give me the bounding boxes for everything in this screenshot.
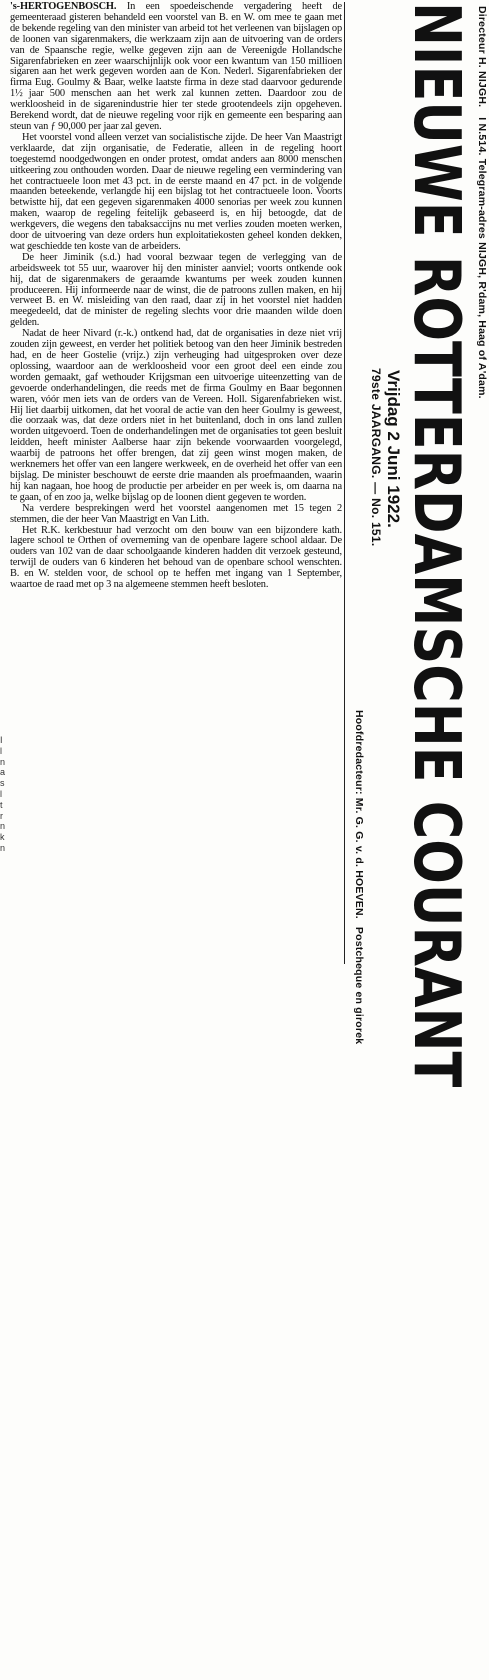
date-line: Vrijdag 2 Juni 1922. (384, 370, 403, 528)
masthead-rotated (346, 0, 489, 1088)
postcheque-text: Postcheque en girorek (353, 926, 365, 1045)
fragment-char: n (0, 821, 6, 832)
article-paragraph-1 (10, 2, 342, 133)
fragment-char: k (0, 832, 5, 843)
fragment-char: l (0, 788, 2, 799)
director-line (476, 6, 488, 976)
article-paragraph-5: Na verdere besprekingen werd het voorstel aangenomen met 15 tegen 2 stemmen, die der heer Van Maastrigt en Van Lith. (10, 502, 342, 525)
fragment-char: r (0, 810, 3, 821)
fragment-char: t (0, 799, 3, 810)
director-text: Directeur H. NIJGH. (476, 6, 488, 108)
fragment-char: s (0, 778, 5, 789)
dateline: 's-HERTOGENBOSCH. (10, 2, 117, 12)
fragment-char: n (0, 842, 6, 853)
article-paragraph-6: Het R.K. kerkbestuur had verzocht om den bouw van een bijzondere kath. lagere school te Orthen of overneming van de openbare lagere school aldaar. De ouders van 102 van de daar schoolgaande kinderen hadden dit verzoek gesteund, terwijl de ouders van 6 kinderen het behoud van de openbare school wenschten. B. en W. stelden voor, de school op te heffen met ingang van 1 September, waartoe de raad met op 3 na algemeene stemmen heeft besloten. (10, 524, 342, 591)
adjacent-column-fragment (0, 735, 8, 965)
masthead (346, 0, 489, 1088)
article-paragraph-1-text: In een spoedeischende vergadering heeft de gemeenteraad gisteren behandeld een voorstel van B. en W. om mee te gaan met de bekende regeling van den minister van arbeid tot het verleenen van bijslagen op de loonen van sigarenmakers, die werkzaam zijn aan de uitvoering van de orders van de Spaansche regie, welke gegeven zijn aan de Vereenigde Hollandsche Sigarenfabrieken en zeer waarschijnlijk ook voor een kwantum van 150 millioen sigaren aan het werk gegeven worden aan de Kon. Nederl. Sigarenfabrieken der firma Eug. Goulmy & Baar, welke laatste firma in deze stad daarvoor gedurende 1½ jaar 500 menschen aan het werk zal kunnen zetten. Daardoor zou de werkloosheid in de sigarenindustrie hier ter stede grootendeels zijn opgeheven. Berekend wordt, dat de nieuwe regeling voor rijk en gemeente een besparing aan steun van ƒ 90,000 per jaar zal geven. (10, 2, 342, 132)
column-divider (344, 2, 345, 964)
year-number-line: 79ste JAARGANG. — No. 151. (369, 368, 383, 547)
fragment-char: a (0, 767, 6, 778)
article-paragraph-3: De heer Jiminik (s.d.) had vooral bezwaar tegen de verlegging van de arbeidsweek tot 55 uur, waarover hij den minister aanviel; voorts ontkende ook hij, dat de sigarenmakers de geraamde kwantums per week zouden kunnen produceeren. Hij informeerde naar de winst, die de patroons zullen maken, en hij verweet B. en W. misleiding van den raad, daar zij in het voorstel niet hadden meegedeeld, dat de minister de regeling slechts voor drie maanden wilde doen gelden. (10, 251, 342, 329)
fragment-char: n (0, 756, 6, 767)
editor-text: Hoofdredacteur: Mr. G. G. v. d. HOEVEN. (353, 710, 365, 919)
telegram-text: I N.514. Telegram-adres NIJGH, R'dam, Haag of A'dam. (476, 117, 488, 399)
article-paragraph-4: Nadat de heer Nivard (r.-k.) ontkend had, dat de organisaties in deze niet vrij zouden zijn geweest, en verder het politiek betoog van den heer Jiminik bestreden had, en de heer Gostelie (vrijz.) zijn verheuging had uitgesproken over deze oplossing, waardoor aan de werkloosheid voor een groot deel een einde zou worden gemaakt, gaf wethouder Krijgsman een uitvoerige uiteenzetting van de gevoerde onderhandelingen, die reeds met de firma Goulmy en Baar begonnen waren, vóór men iets van de orders van de Vereen. Holl. Sigarenfabrieken wist. Hij liet daarbij uitkomen, dat het vooral de actie van den heer Goulmy is geweest, die oorzaak was, dat deze orders niet in het buitenland, doch in ons land zullen worden uitgevoerd. Toen de onderhandelingen met de organisaties tot geen besluit leidden, heeft minister Aalberse haar zijn bekende voorwaarden voorgelegd, waarbij de patroons het offer brengen, dat zij geen winst mogen maken, de werknemers het offer van een langere werkweek, en de overheid het offer van een bijslag. De minister beschouwt de eerste drie maanden als proefmaanden, waarin hij kan nagaan, hoe hoog de productie per arbeider en per week is, om daarna na te gaan, of en zoo ja, welke bijslag op de loonen dient gegeven te worden. (10, 328, 342, 503)
fragment-char: l (0, 745, 2, 756)
title-line (399, 2, 473, 1088)
editor-line (353, 710, 365, 1680)
article-column (10, 2, 342, 964)
newspaper-title: NIEUWE ROTTERDAMSCHE COURANT (399, 2, 473, 1088)
article-paragraph-2: Het voorstel vond alleen verzet van socialistische zijde. De heer Van Maastrigt verklaarde, dat zijn organisatie, de Federatie, alleen in de regeling hoort toegestemd noodgedwongen en onder protest, omdat anders aan 8000 menschen uitkeering zou onthouden worden. Daar de nieuwe regeling een vermindering van het contractueele loon met 43 pct. in de eerste maand en 47 pct. in de volgende maanden beteekende, verlangde hij een bijslag tot het contractueele loon. Voorts betwistte hij, dat een gegeven sigarenmaken 4000 senorias per week zou kunnen maken, waarop de regeling feitelijk gebaseerd is, en hij betoogde, dat de werkgevers, die wegens den tabaksaccijns nu met verlies zouden moeten werken, door de uitvoering van deze orders hun exploitatiekosten geheel konden dekken, wat geschiedde ten koste van de arbeiders. (10, 131, 342, 252)
fragment-char: I (0, 735, 3, 745)
